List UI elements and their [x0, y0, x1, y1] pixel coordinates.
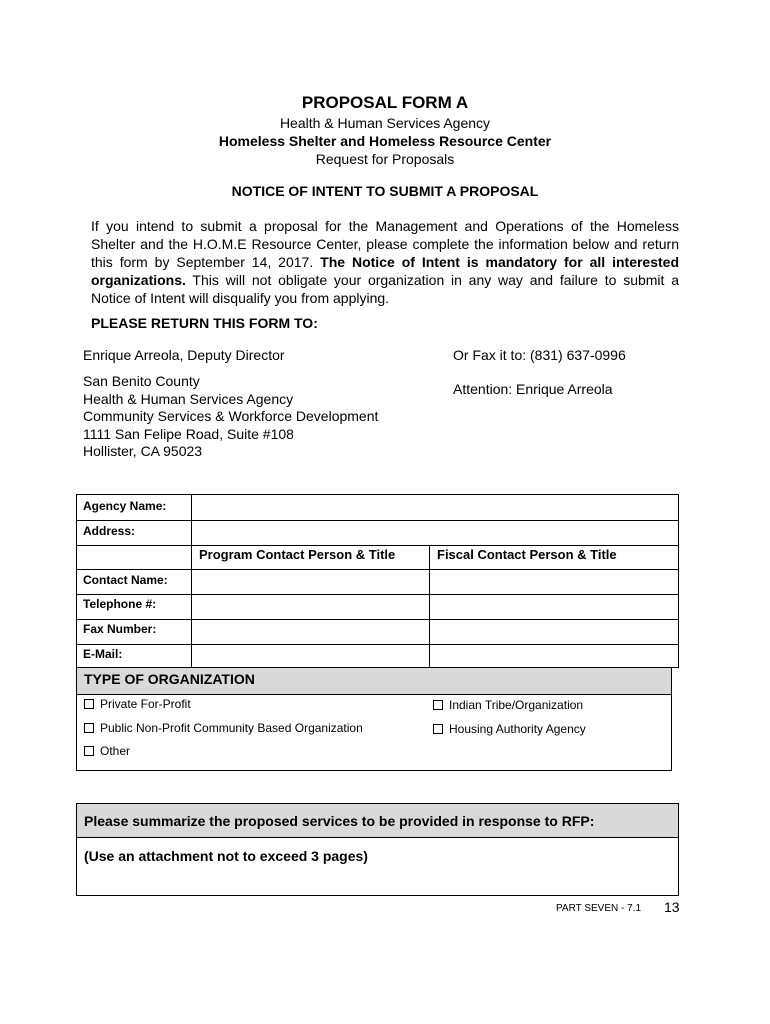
- option-label: Housing Authority Agency: [449, 722, 586, 736]
- fiscal-contact-name-field[interactable]: [430, 570, 678, 593]
- program-contact-name-field[interactable]: [192, 570, 428, 593]
- organization-type-header: [77, 668, 671, 695]
- option-indian-tribe[interactable]: [433, 698, 583, 712]
- return-heading: PLEASE RETURN THIS FORM TO:: [91, 315, 318, 331]
- option-other[interactable]: [84, 744, 130, 758]
- program-contact-header: Program Contact Person & Title: [199, 547, 396, 562]
- fiscal-email-field[interactable]: [430, 645, 678, 666]
- organization-type-section: [76, 668, 672, 771]
- summary-title: Please summarize the proposed services to be provided in response to RFP:: [84, 813, 595, 829]
- address-line: 1111 San Felipe Road, Suite #108: [83, 425, 294, 442]
- return-contact: Enrique Arreola, Deputy Director: [83, 347, 285, 363]
- agency-name-field[interactable]: [192, 496, 678, 519]
- checkbox-icon[interactable]: [84, 699, 94, 709]
- summary-section: [76, 803, 679, 896]
- request-heading: Request for Proposals: [315, 151, 455, 167]
- program-email-field[interactable]: [192, 645, 428, 666]
- intro-mandatory-text: The Notice of Intent is mandatory for all interested organizations.: [91, 254, 680, 288]
- form-title: PROPOSAL FORM A: [301, 93, 469, 112]
- telephone-label: Telephone #:: [83, 597, 157, 611]
- checkbox-icon[interactable]: [84, 723, 94, 733]
- fiscal-telephone-field[interactable]: [430, 595, 678, 618]
- organization-type-title: TYPE OF ORGANIZATION: [84, 671, 255, 687]
- intro-paragraph: [91, 217, 679, 307]
- option-label: Public Non-Profit Community Based Organization: [100, 721, 363, 735]
- address-line: Community Services & Workforce Development: [83, 408, 379, 424]
- address-line: Hollister, CA 95023: [83, 443, 203, 459]
- summary-field[interactable]: [77, 839, 678, 895]
- program-fax-field[interactable]: [192, 620, 428, 643]
- email-label: E-Mail:: [83, 647, 123, 661]
- agency-name-heading: Health & Human Services Agency: [279, 115, 491, 131]
- option-public-non-profit[interactable]: [84, 721, 363, 735]
- attention-line: Attention: Enrique Arreola: [453, 381, 613, 397]
- fax-number-label: Fax Number:: [83, 622, 157, 636]
- fax-instruction: Or Fax it to: (831) 637-0996: [453, 347, 626, 363]
- return-address: [83, 373, 378, 461]
- footer-part-label: PART SEVEN - 7.1: [556, 903, 642, 914]
- address-line: Health & Human Services Agency: [83, 390, 294, 407]
- agency-info-table: [76, 494, 679, 668]
- address-label: Address:: [83, 524, 136, 538]
- option-private-for-profit[interactable]: [84, 697, 191, 711]
- notice-heading: NOTICE OF INTENT TO SUBMIT A PROPOSAL: [231, 183, 539, 199]
- fiscal-contact-header: Fiscal Contact Person & Title: [437, 547, 617, 562]
- table-divider: [77, 545, 678, 546]
- checkbox-icon[interactable]: [433, 724, 443, 734]
- page-number: 13: [664, 899, 680, 915]
- address-field[interactable]: [192, 521, 678, 544]
- option-label: Private For-Profit: [100, 697, 191, 711]
- checkbox-icon[interactable]: [84, 746, 94, 756]
- summary-note: (Use an attachment not to exceed 3 pages): [84, 848, 368, 864]
- intro-text-2: This will not obligate your organization in any way and failure to submit a Notice of Intent will disqualify you from applying.: [91, 272, 679, 306]
- project-heading: Homeless Shelter and Homeless Resource Center: [218, 133, 552, 149]
- checkbox-icon[interactable]: [433, 700, 443, 710]
- summary-header: [77, 804, 678, 838]
- option-label: Other: [100, 744, 131, 758]
- intro-text-1: If you intend to submit a proposal for the Management and Operations of the Homeless Shelter and the H.O.M.E Resource Center, please complete the information below and return this form by September 14, 2017.: [91, 218, 679, 270]
- option-label: Indian Tribe/Organization: [449, 698, 584, 712]
- contact-name-label: Contact Name:: [83, 573, 168, 587]
- agency-name-label: Agency Name:: [83, 499, 167, 513]
- address-line: San Benito County: [83, 373, 200, 389]
- option-housing-authority[interactable]: [433, 722, 586, 736]
- program-telephone-field[interactable]: [192, 595, 428, 618]
- fiscal-fax-field[interactable]: [430, 620, 678, 643]
